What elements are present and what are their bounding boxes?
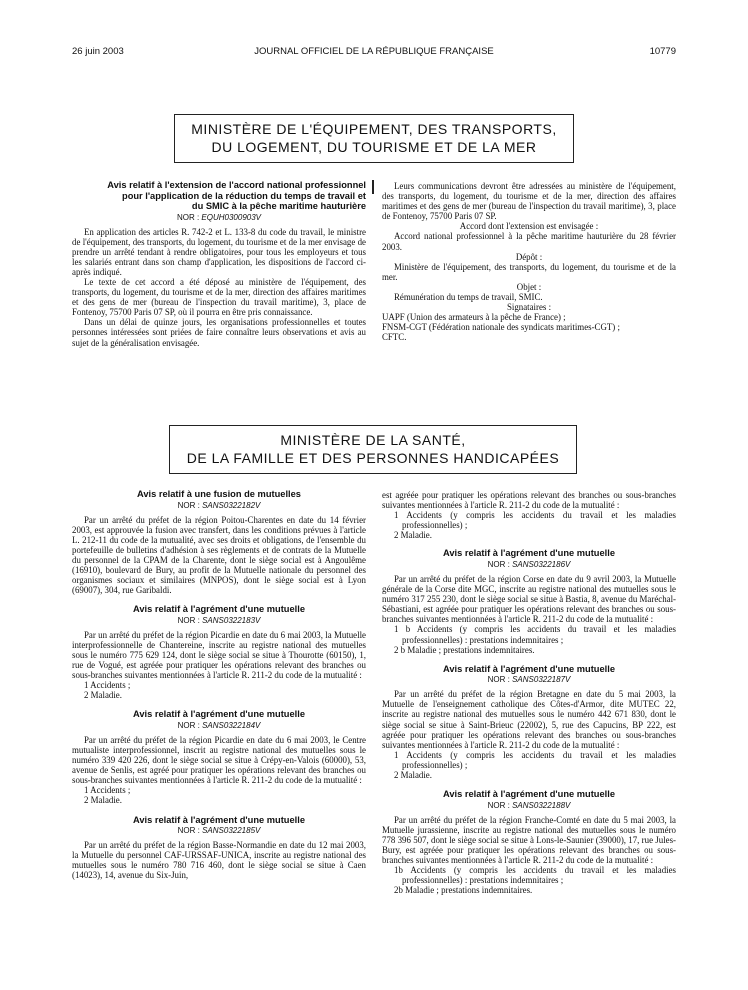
paragraph: Accord national professionnel à la pêche maritime hauturière du 28 février 2003. <box>382 231 676 252</box>
nor-label: NOR : <box>487 800 513 810</box>
notice-extension-left-column <box>72 180 366 348</box>
paragraph: En application des articles R. 742-2 et L. 133-8 du code du travail, le ministre de l'équipement, des transports, du logement, du tourisme et de la mer envisage de prendre un arrêté tendant à rendre obligatoires, pour tous les employeurs et tous les salariés entrant dans son champ d'application, les dispositions de l'accord ci-après indiqué. <box>72 226 366 277</box>
nor-code: SANS0322186V <box>512 559 571 569</box>
notice-title: Avis relatif à l'agrément d'une mutuelle <box>133 604 305 615</box>
nor-label: NOR : <box>177 615 203 625</box>
nor-label: NOR : <box>487 675 513 685</box>
list-item: 2 Maladie. <box>394 530 432 541</box>
ministry-heading-line: MINISTÈRE DE LA SANTÉ, <box>280 432 466 448</box>
header-page-number: 10779 <box>649 46 676 57</box>
running-header <box>72 46 676 60</box>
list-item: 1 Accidents (y compris les accidents du travail et les maladies professionnelles) ; <box>394 749 676 770</box>
nor-code: SANS0322184V <box>202 720 261 730</box>
paragraph-continuation: est agréée pour pratiquer les opérations relevant des branches ou sous-branches suivantes mentionnées à l'article R. 211-2 du code de la mutualité : <box>382 490 676 511</box>
sante-right-column <box>382 490 676 895</box>
list-item: 2 Maladie. <box>84 795 122 806</box>
ministry-heading-line: DE LA FAMILLE ET DES PERSONNES HANDICAPÉES <box>186 450 560 466</box>
nor-reference <box>72 615 366 626</box>
notice-title: Avis relatif à l'agrément d'une mutuelle <box>133 814 305 825</box>
nor-reference <box>72 212 366 223</box>
list-item: 2 b Maladie ; prestations indemnitaires. <box>394 644 535 655</box>
nor-code: SANS0322182V <box>202 500 261 510</box>
paragraph: Par un arrêté du préfet de la région Corse en date du 9 avril 2003, la Mutuelle générale de la Corse dite MGC, inscrite au registre national des mutuelles sous le numéro 317 255 230, dont le siège social se situe à Bastia, 8, avenue du Maréchal-Sébastiani, est agréée pour pratiquer les opérations relevant des branches ou sous-branches suivantes mentionnées à l'article R. 211-2 du code de la mutualité : <box>382 573 676 625</box>
nor-label: NOR : <box>177 720 203 730</box>
nor-code: SANS0322188V <box>512 800 571 810</box>
section-label: Objet : <box>516 281 542 292</box>
nor-label: NOR : <box>177 500 203 510</box>
nor-reference <box>382 800 676 811</box>
signatory: FNSM-CGT (Fédération nationale des syndicats maritimes-CGT) ; <box>382 322 620 333</box>
ministry-heading-equipement <box>174 114 574 163</box>
list-item: 2 Maladie. <box>394 769 432 780</box>
notice-title: Avis relatif à l'agrément d'une mutuelle <box>443 789 615 800</box>
ministry-heading-line: MINISTÈRE DE L'ÉQUIPEMENT, DES TRANSPORTS, <box>191 121 557 137</box>
list-item: 1 Accidents (y compris les accidents du travail et les maladies professionnelles) ; <box>394 510 676 531</box>
paragraph: Rémunération du temps de travail, SMIC. <box>394 292 543 303</box>
notice-title: Avis relatif à l'agrément d'une mutuelle <box>133 709 305 720</box>
nor-label: NOR : <box>176 212 202 222</box>
nor-code: SANS0322187V <box>512 675 571 685</box>
nor-reference <box>72 825 366 836</box>
section-label: Signataires : <box>506 302 552 313</box>
notice-title: Avis relatif à une fusion de mutuelles <box>137 489 301 499</box>
paragraph: Ministère de l'équipement, des transports, du logement, du tourisme et de la mer. <box>382 261 676 282</box>
list-item: 1 b Accidents (y compris les accidents du travail et les maladies professionnelles) : prestations indemnitaires ; <box>394 624 676 645</box>
list-item: 1 Accidents ; <box>84 785 131 796</box>
paragraph: Leurs communications devront être adressées au ministère de l'équipement, des transports, du logement, du tourisme et de la mer, direction des affaires maritimes et des gens de mer (bureau de l'inspection du travail maritime), 3, place de Fontenoy, 75700 Paris 07 SP. <box>382 181 676 222</box>
nor-label: NOR : <box>487 559 513 569</box>
section-label: Accord dont l'extension est envisagée : <box>459 221 599 232</box>
paragraph: Dans un délai de quinze jours, les organisations professionnelles et toutes personnes intéressées sont priées de faire connaître leurs observations et avis au sujet de la généralisation envisagée. <box>72 317 366 348</box>
list-item: 1b Accidents (y compris les accidents du travail et les maladies professionnelles) : prestations indemnitaires ; <box>394 865 676 886</box>
list-item: 2b Maladie ; prestations indemnitaires. <box>394 885 533 896</box>
sante-left-column <box>72 489 366 880</box>
paragraph: Par un arrêté du préfet de la région Picardie en date du 6 mai 2003, le Centre mutualiste interprofessionnel, inscrit au registre national des mutuelles sous le numéro 339 420 226, dont le siège social se situe à Crépy-en-Valois (60000), 53, avenue de Senlis, est agréé pour pratiquer les opérations relevant des branches ou sous-branches suivantes mentionnées à l'article R. 211-2 du code de la mutualité : <box>72 734 366 786</box>
section-label: Dépôt : <box>515 251 543 262</box>
signatory: UAPF (Union des armateurs à la pêche de France) ; <box>382 312 566 323</box>
nor-reference <box>382 559 676 570</box>
paragraph: Par un arrêté du préfet de la région Bretagne en date du 5 mai 2003, la Mutuelle de l'enseignement catholique des Côtes-d'Armor, dite MUTEC 22, inscrite au registre national des mutuelles sous le numéro 442 671 830, dont le siège social se situe à Saint-Brieuc (22002), 5, rue des Capucins, BP 222, est agréée pour pratiquer les opérations relevant des branches ou sous-branches suivantes mentionnées à l'article R. 211-2 du code de la mutualité : <box>382 689 676 750</box>
column-divider <box>372 180 374 194</box>
notice-title: Avis relatif à l'agrément d'une mutuelle <box>443 548 615 559</box>
nor-reference <box>72 720 366 731</box>
nor-code: SANS0322185V <box>202 826 261 836</box>
notice-title <box>72 180 366 212</box>
list-item: 1 Accidents ; <box>84 680 131 691</box>
nor-label: NOR : <box>177 826 203 836</box>
notice-title: Avis relatif à l'agrément d'une mutuelle <box>443 663 615 674</box>
ministry-heading-line: DU LOGEMENT, DU TOURISME ET DE LA MER <box>211 139 537 155</box>
notice-title-line: du SMIC à la pêche maritime hauturière <box>191 201 366 211</box>
nor-reference <box>72 500 366 511</box>
list-item: 2 Maladie. <box>84 690 122 701</box>
nor-reference <box>382 674 676 685</box>
notice-extension-right-column <box>382 181 676 343</box>
paragraph: Par un arrêté du préfet de la région Picardie en date du 6 mai 2003, la Mutuelle interprofessionnelle de Chantereine, inscrite au registre national des mutuelles sous le numéro 775 629 124, dont le siège social se situe à Thourotte (60150), 1, rue de Vogué, est agréée pour pratiquer les opérations relevant des branches ou sous-branches suivantes mentionnées à l'article R. 211-2 du code de la mutualité : <box>72 629 366 681</box>
signatory: CFTC. <box>382 332 407 343</box>
notice-title-line: Avis relatif à l'extension de l'accord national professionnel <box>107 180 366 190</box>
nor-code: SANS0322183V <box>202 615 261 625</box>
header-journal-title: JOURNAL OFFICIEL DE LA RÉPUBLIQUE FRANÇAISE <box>254 46 494 57</box>
paragraph: Le texte de cet accord a été déposé au ministère de l'équipement, des transports, du logement, du tourisme et de la mer, direction des affaires maritimes et des gens de mer (bureau de l'inspection du travail maritime), 3, place de Fontenoy, 75700 Paris 07 SP, où il pourra en être pris connaissance. <box>72 276 366 318</box>
paragraph: Par un arrêté du préfet de la région Poitou-Charentes en date du 14 février 2003, est approuvée la fusion avec transfert, dans les conditions prévues à l'article L. 212-11 du code de la mutualité, avec ses droits et obligations, de l'ensemble du portefeuille de bulletins d'adhésion à ses règlements et de contrats de la Mutuelle du personnel de la CPAM de la Charente, dont le siège social est à Angoulême (16910), boulevard de Bury, au profit de la Mutuelle nationale du personnel des organismes sociaux et similaires (MNPOS), dont le siège social est à Lyon (69007), 304, rue Garibaldi. <box>72 514 366 596</box>
notice-title-line: pour l'application de la réduction du temps de travail et <box>122 190 366 201</box>
nor-code: EQUH0300903V <box>201 212 262 222</box>
ministry-heading-sante <box>169 425 577 474</box>
paragraph: Par un arrêté du préfet de la région Basse-Normandie en date du 12 mai 2003, la Mutuelle du personnel CAF-URSSAF-UNICA, inscrite au registre national des mutuelles sous le numéro 780 716 460, dont le siège social se situe à Caen (14023), 14, avenue du Six-Juin, <box>72 840 366 881</box>
paragraph: Par un arrêté du préfet de la région Franche-Comté en date du 5 mai 2003, la Mutuelle jurassienne, inscrite au registre national des mutuelles sous le numéro 778 396 507, dont le siège social se situe à Lons-le-Saunier (39000), 17, rue Jules-Bury, est agréée pour pratiquer les opérations relevant des branches ou sous-branches suivantes mentionnées à l'article R. 211-2 du code de la mutualité : <box>382 814 676 865</box>
header-date: 26 juin 2003 <box>72 46 124 57</box>
